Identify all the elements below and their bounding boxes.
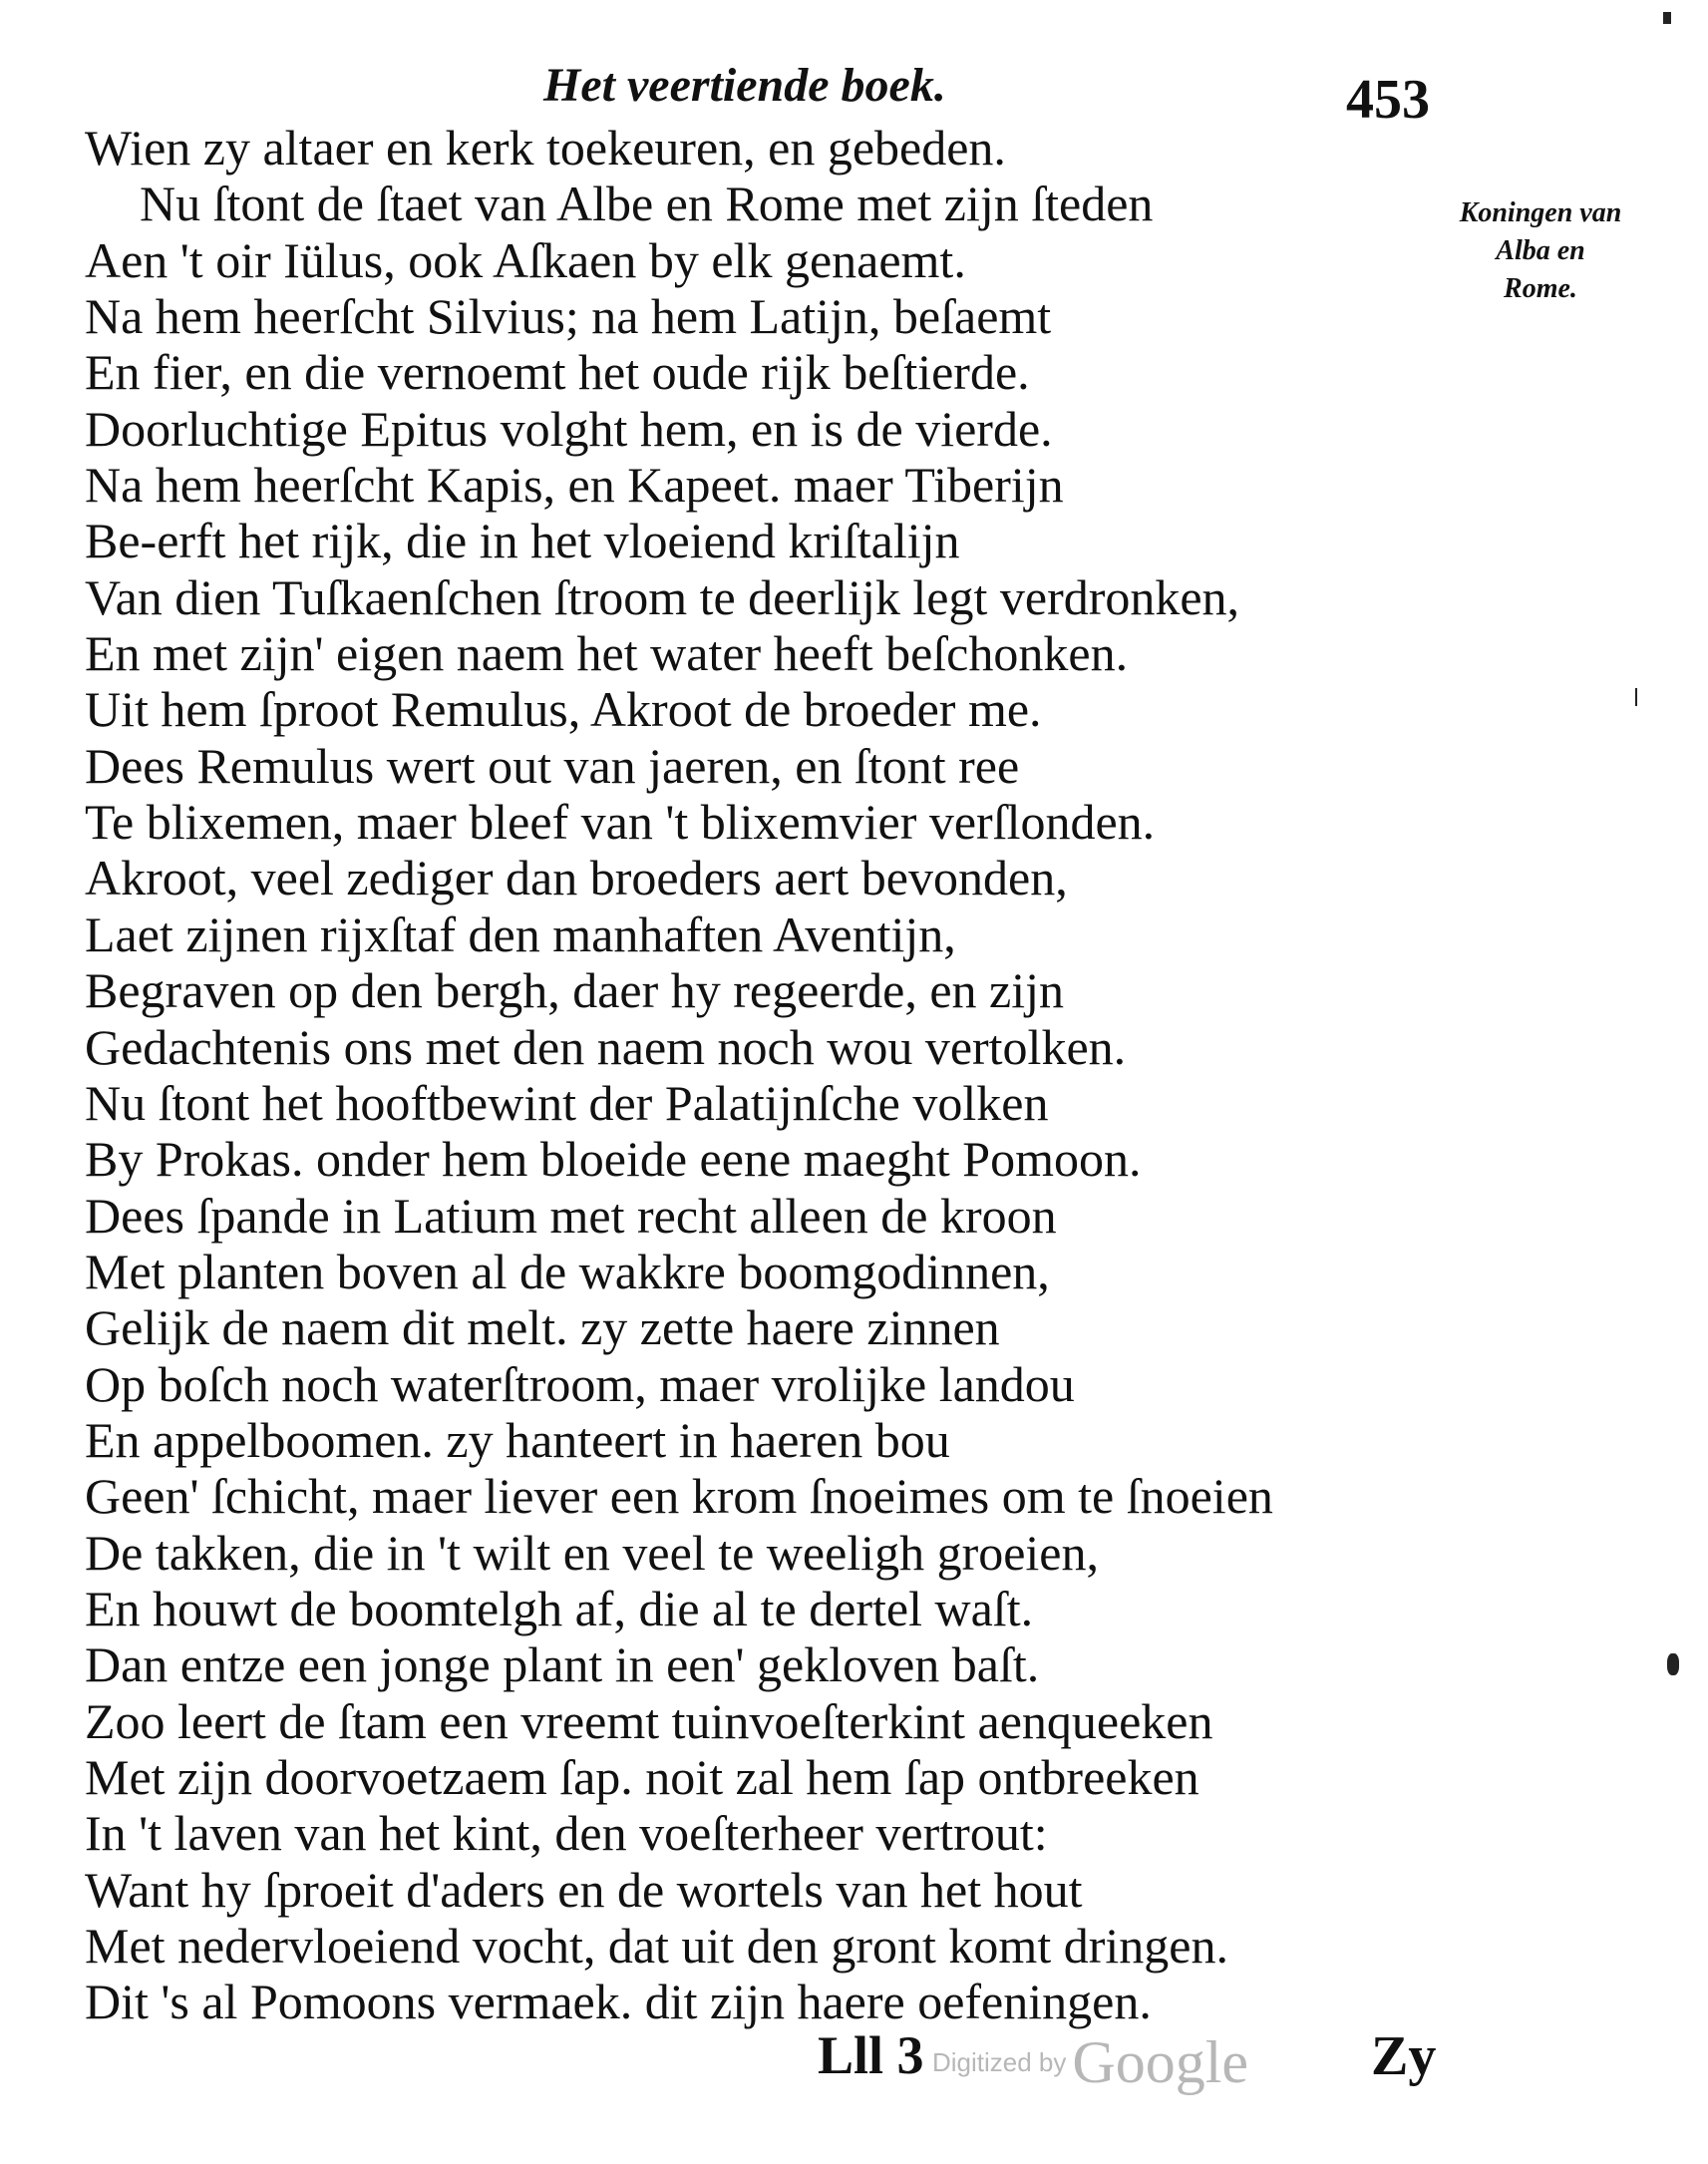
verse-line: By Prokas. onder hem bloeide eene maeght Pomoon. [85, 1131, 1142, 1188]
verse-line: Met zijn doorvoetzaem ſap. noit zal hem ſap ontbreeken [85, 1748, 1199, 1805]
verse-line: Dees ſpande in Latium met recht alleen de kroon [85, 1187, 1057, 1244]
verse-line: Dees Remulus wert out van jaeren, en ſtont ree [85, 737, 1020, 794]
catchword: Zy [1371, 2025, 1437, 2087]
verse-line: Nu ſtont het hooftbewint der Palatijnſche volken [85, 1074, 1049, 1131]
verse-line: Uit hem ſproot Remulus, Akroot de broeder me. [85, 681, 1042, 738]
verse-line: Van dien Tuſkaenſchen ſtroom te deerlijk legt verdronken, [85, 568, 1240, 625]
margin-note-line: Koningen van [1459, 197, 1622, 228]
margin-note-line: Rome. [1504, 273, 1577, 304]
verse-line: Wien zy altaer en kerk toekeuren, en gebeden. [85, 120, 1006, 176]
verse-line: De takken, die in 't wilt en veel te weeligh groeien, [85, 1524, 1099, 1581]
verse-line: Laet zijnen rijxſtaf den manhaften Aventijn, [85, 905, 956, 962]
verse-line: Be-erft het rijk, die in het vloeiend kriſtalijn [85, 513, 960, 569]
signature-mark: Lll 3 [818, 2025, 924, 2085]
ink-speck [1663, 12, 1671, 24]
watermark-small: Digitized by [932, 2047, 1067, 2077]
verse-line: En appelboomen. zy hanteert in haeren bou [85, 1411, 950, 1468]
page-footer [0, 2014, 1708, 2104]
ink-speck [1667, 1653, 1679, 1675]
page-number: 453 [1346, 69, 1430, 131]
verse-line: Nu ſtont de ſtaet van Albe en Rome met zijn ſteden [140, 176, 1154, 232]
verse-line: Na hem heerſcht Kapis, en Kapeet. maer Tiberijn [85, 457, 1064, 514]
verse-line: Na hem heerſcht Silvius; na hem Latijn, beſaemt [85, 288, 1052, 345]
verse-line: Geen' ſchicht, maer liever een krom ſnoeimes om te ſnoeien [85, 1468, 1273, 1525]
verse-line: Op boſch noch waterſtroom, maer vrolijke landou [85, 1355, 1075, 1412]
digitized-watermark [932, 2028, 1248, 2097]
verse-line: En met zijn' eigen naem het water heeft beſchonken. [85, 625, 1129, 682]
verse-line: Begraven op den bergh, daer hy regeerde, en zijn [85, 962, 1064, 1019]
verse-line: Akroot, veel zediger dan broeders aert bevonden, [85, 850, 1068, 906]
verse-line: Te blixemen, maer bleef van 't blixemvier verſlonden. [85, 794, 1156, 851]
margin-note [1456, 194, 1625, 308]
verse-line: En houwt de boomtelgh af, die al te dertel waſt. [85, 1580, 1034, 1636]
ink-speck [1635, 688, 1637, 706]
verse-line: Zoo leert de ſtam een vreemt tuinvoeſterkint aenqueeken [85, 1692, 1213, 1749]
running-head: Het veertiende boek. [543, 59, 946, 112]
verse-line: Want hy ſproeit d'aders en de wortels van het hout [85, 1861, 1083, 1918]
verse-text [85, 120, 1481, 2030]
verse-line: Gelijk de naem dit melt. zy zette haere zinnen [85, 1299, 1000, 1356]
verse-line: Aen 't oir Iülus, ook Aſkaen by elk genaemt. [85, 231, 966, 288]
watermark-logo: Google [1072, 2029, 1249, 2095]
verse-line: In 't laven van het kint, den voeſterheer vertrout: [85, 1805, 1048, 1862]
verse-line: Doorluchtige Epitus volght hem, en is de vierde. [85, 400, 1053, 457]
verse-line: Dan entze een jonge plant in een' gekloven baſt. [85, 1636, 1040, 1693]
margin-note-line: Alba en [1496, 235, 1585, 266]
verse-line: Dit 's al Pomoons vermaek. dit zijn haere oefeningen. [85, 1974, 1152, 2030]
verse-line: Met planten boven al de wakkre boomgodinnen, [85, 1243, 1050, 1299]
verse-line: Met nedervloeiend vocht, dat uit den gront komt dringen. [85, 1918, 1228, 1974]
verse-line: En fier, en die vernoemt het oude rijk beſtierde. [85, 344, 1030, 401]
verse-line: Gedachtenis ons met den naem noch wou vertolken. [85, 1018, 1127, 1075]
